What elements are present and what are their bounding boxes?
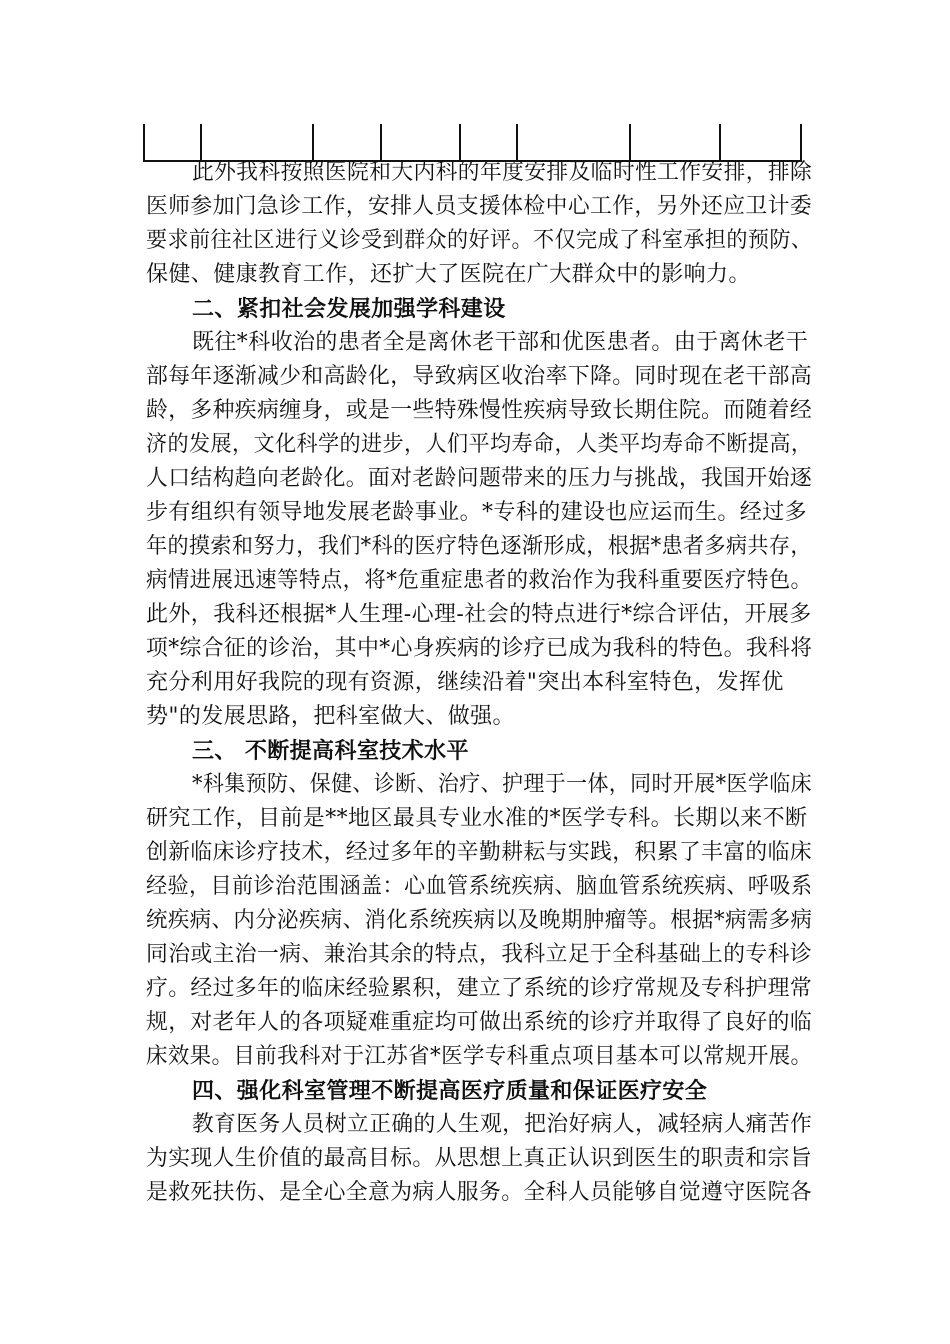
table-column-divider: [380, 124, 382, 160]
paragraph-line: 同治或主治一病、兼治其余的特点，我科立足于全科基础上的专科诊: [146, 942, 813, 967]
paragraph-line: *科集预防、保健、诊断、治疗、护理于一体，同时开展*医学临床: [192, 772, 812, 797]
paragraph-line: 经验，目前诊治范围涵盖：心血管系统疾病、脑血管系统疾病、呼吸系: [146, 874, 813, 899]
section-heading: 四、强化科室管理不断提高医疗质量和保证医疗安全: [192, 1078, 708, 1104]
paragraph-line: 统疾病、内分泌疾病、消化系统疾病以及晚期肿瘤等。根据*病需多病: [146, 908, 813, 933]
paragraph-line: 龄，多种疾病缠身，或是一些特殊慢性疾病导致长期住院。而随着经: [146, 398, 813, 423]
paragraph-line: 充分利用好我院的现有资源，继续沿着"突出本科室特色，发挥优: [146, 670, 784, 695]
paragraph-line: 要求前往社区进行义诊受到群众的好评。不仅完成了科室承担的预防、: [146, 228, 813, 253]
table-column-divider: [719, 124, 721, 160]
paragraph-line: 年的摸索和努力，我们*科的医疗特色逐渐形成，根据*患者多病共存，: [146, 534, 812, 559]
paragraph-line: 势"的发展思路，把科室做大、做强。: [146, 704, 515, 729]
paragraph-line: 项*综合征的诊治，其中*心身疾病的诊疗已成为我科的特色。我科将: [146, 636, 813, 661]
paragraph-line: 是救死扶伤、是全心全意为病人服务。全科人员能够自觉遵守医院各: [146, 1180, 813, 1205]
paragraph-line: 保健、健康教育工作，还扩大了医院在广大群众中的影响力。: [146, 262, 751, 287]
table-column-divider: [516, 124, 518, 160]
paragraph-line: 病情进展迅速等特点，将*危重症患者的救治作为我科重要医疗特色。: [146, 568, 813, 593]
section-heading: 三、 不断提高科室技术水平: [192, 738, 469, 764]
paragraph-line: 床效果。目前我科对于江苏省*医学专科重点项目基本可以常规开展。: [146, 1044, 813, 1069]
paragraph-line: 规，对老年人的各项疑难重症均可做出系统的诊疗并取得了良好的临: [146, 1010, 813, 1035]
paragraph-line: 步有组织有领导地发展老龄事业。*专科的建设也应运而生。经过多: [146, 500, 808, 525]
table-bottom-fragment: [143, 124, 802, 162]
section-heading: 二、紧扣社会发展加强学科建设: [192, 296, 506, 322]
paragraph-line: 教育医务人员树立正确的人生观，把治好病人，减轻病人痛苦作: [192, 1112, 813, 1137]
table-column-divider: [800, 124, 802, 160]
paragraph-line: 创新临床诊疗技术，经过多年的辛勤耕耘与实践，积累了丰富的临床: [146, 840, 813, 865]
paragraph-line: 为实现人生价值的最高目标。从思想上真正认识到医生的职责和宗旨: [146, 1146, 813, 1171]
paragraph-line: 济的发展，文化科学的进步，人们平均寿命，人类平均寿命不断提高，: [146, 432, 813, 457]
paragraph-line: 人口结构趋向老龄化。面对老龄问题带来的压力与挑战，我国开始逐: [146, 466, 813, 491]
paragraph-line: 此外我科按照医院和大内科的年度安排及临时性工作安排，排除: [192, 160, 813, 185]
paragraph-line: 部每年逐渐减少和高龄化，导致病区收治率下降。同时现在老干部高: [146, 364, 813, 389]
paragraph-line: 此外，我科还根据*人生理-心理-社会的特点进行*综合评估，开展多: [146, 602, 812, 627]
paragraph-line: 研究工作，目前是**地区最具专业水准的*医学专科。长期以来不断: [146, 806, 808, 831]
table-column-divider: [200, 124, 202, 160]
paragraph-line: 医师参加门急诊工作，安排人员支援体检中心工作，另外还应卫计委: [146, 194, 813, 219]
table-column-divider: [312, 124, 314, 160]
table-column-divider: [629, 124, 631, 160]
table-column-divider: [459, 124, 461, 160]
paragraph-line: 疗。经过多年的临床经验累积，建立了系统的诊疗常规及专科护理常: [146, 976, 813, 1001]
paragraph-line: 既往*科收治的患者全是离休老干部和优医患者。由于离休老干: [192, 330, 809, 355]
table-column-divider: [143, 124, 145, 160]
